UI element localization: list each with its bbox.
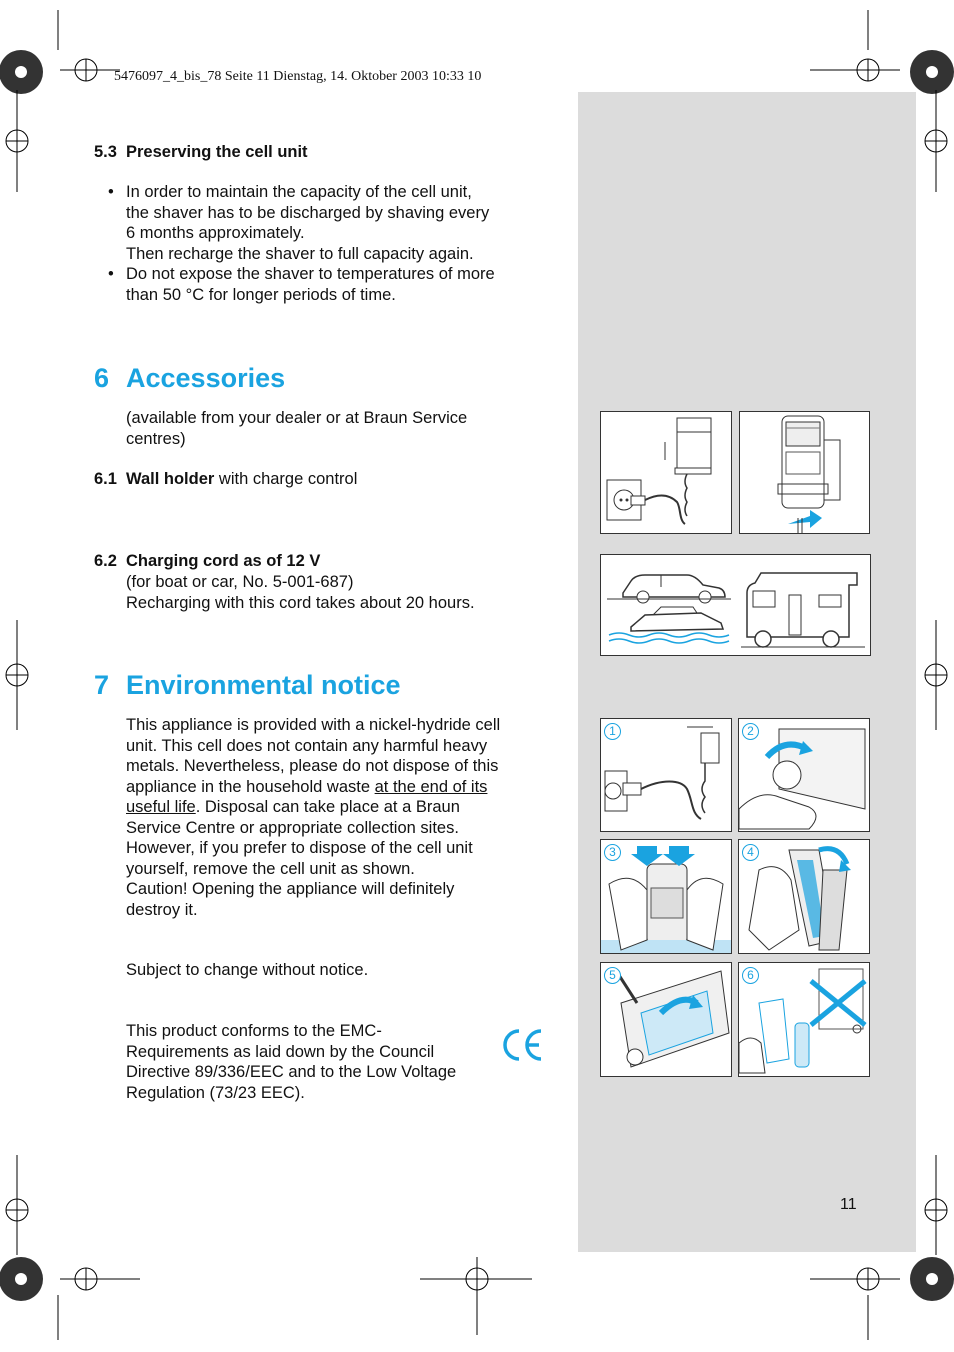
- disposal-step-4-figure: [738, 839, 870, 954]
- text-line: (for boat or car, No. 5-001-687): [126, 573, 354, 591]
- text-line: yourself, remove the cell unit as shown.: [126, 859, 415, 878]
- page-number: 11: [840, 1196, 857, 1213]
- step-number-badge: 3: [604, 844, 621, 861]
- disposal-step-3-figure: [600, 839, 732, 954]
- underlined-text: useful life: [126, 798, 196, 816]
- charging-cord-text: [126, 572, 475, 613]
- text-line: Regulation (73/23 EEC).: [126, 1083, 305, 1102]
- registration-mark-bottom-left: [0, 1155, 140, 1352]
- disposal-step-1-figure: [600, 718, 732, 832]
- section-title: Charging cord as of 12 V: [126, 552, 321, 570]
- text-line: However, if you prefer to dispose of the cell unit: [126, 839, 473, 857]
- ce-mark-icon: [500, 1026, 544, 1064]
- text-line: (available from your dealer or at Braun Service: [126, 409, 468, 427]
- section-title: Accessories: [126, 363, 286, 393]
- step-number-badge: 1: [604, 723, 621, 740]
- list-item: [126, 264, 556, 305]
- accessories-intro: [126, 408, 467, 449]
- registration-mark-top-right: [810, 0, 954, 200]
- text-line: the shaver has to be discharged by shaving every: [126, 203, 490, 222]
- print-slug: 5476097_4_bis_78 Seite 11 Dienstag, 14. Oktober 2003 10:33 10: [114, 69, 482, 84]
- registration-mark-bottom-center: [420, 1255, 540, 1345]
- text-line: This appliance is provided with a nickel-hydride cell: [126, 716, 501, 734]
- section-number: 5.3: [94, 143, 117, 161]
- text-line: Recharging with this cord takes about 20 hours.: [126, 593, 475, 612]
- text-line: [126, 797, 556, 818]
- section-number: 6: [94, 363, 110, 393]
- shaver-in-holder-figure: [739, 411, 870, 534]
- step-number-badge: 6: [742, 967, 759, 984]
- text-line: destroy it.: [126, 900, 198, 919]
- text-line: • In order to maintain the capacity of the cell unit,: [126, 183, 472, 201]
- text-line: centres): [126, 429, 186, 448]
- section-title-rest: with charge control: [214, 470, 358, 488]
- text-line: Caution! Opening the appliance will definitely: [126, 880, 455, 898]
- text-line: Service Centre or appropriate collection sites.: [126, 818, 459, 837]
- text-line: unit. This cell does not contain any harmful heavy: [126, 736, 488, 755]
- text-line: 6 months approximately.: [126, 224, 305, 242]
- section-number: 6.1: [94, 470, 117, 488]
- text-line: metals. Nevertheless, please do not dispose of this: [126, 757, 499, 775]
- section-6-1-heading: [94, 470, 357, 489]
- text-line: Requirements as laid down by the Council: [126, 1042, 435, 1061]
- section-7-heading: [94, 670, 401, 701]
- step-number-badge: 2: [742, 723, 759, 740]
- section-6-2-heading: [94, 552, 320, 571]
- section-title: Environmental notice: [126, 670, 401, 700]
- text-line: Directive 89/336/EEC and to the Low Voltage: [126, 1063, 457, 1081]
- registration-mark-left-mid: [0, 615, 40, 735]
- disposal-step-2-figure: [738, 718, 870, 832]
- step-number-badge: 4: [742, 844, 759, 861]
- section-5-3-heading: [94, 143, 308, 162]
- section-6-heading: [94, 363, 285, 394]
- change-notice: Subject to change without notice.: [126, 961, 369, 979]
- environmental-paragraph: [126, 715, 556, 920]
- disposal-step-5-figure: [600, 962, 732, 1077]
- section-number: 7: [94, 670, 110, 700]
- car-boat-camper-figure: [600, 554, 871, 656]
- text-span: . Disposal can take place at a Braun: [195, 798, 460, 816]
- text-line: • Do not expose the shaver to temperatures of more: [126, 265, 495, 283]
- registration-mark-bottom-right: [810, 1155, 954, 1352]
- grey-side-panel: [578, 92, 916, 1252]
- care-bullet-list: [126, 182, 556, 305]
- wall-holder-plug-figure: [600, 411, 732, 534]
- text-line: [126, 777, 556, 798]
- step-number-badge: 5: [604, 967, 621, 984]
- disposal-step-6-figure: [738, 962, 870, 1077]
- text-line: Then recharge the shaver to full capacity again.: [126, 244, 474, 263]
- registration-mark-right-mid: [914, 615, 954, 735]
- text-span: appliance in the household waste: [126, 777, 375, 796]
- section-number: 6.2: [94, 552, 117, 570]
- registration-mark-top-left: [0, 0, 120, 200]
- section-title: Wall holder: [126, 470, 215, 488]
- text-line: than 50 °C for longer periods of time.: [126, 285, 396, 304]
- emc-statement: [126, 1021, 456, 1103]
- section-title: Preserving the cell unit: [126, 143, 308, 161]
- text-line: This product conforms to the EMC-: [126, 1022, 382, 1040]
- list-item: [126, 182, 556, 264]
- underlined-text: at the end of its: [374, 777, 488, 796]
